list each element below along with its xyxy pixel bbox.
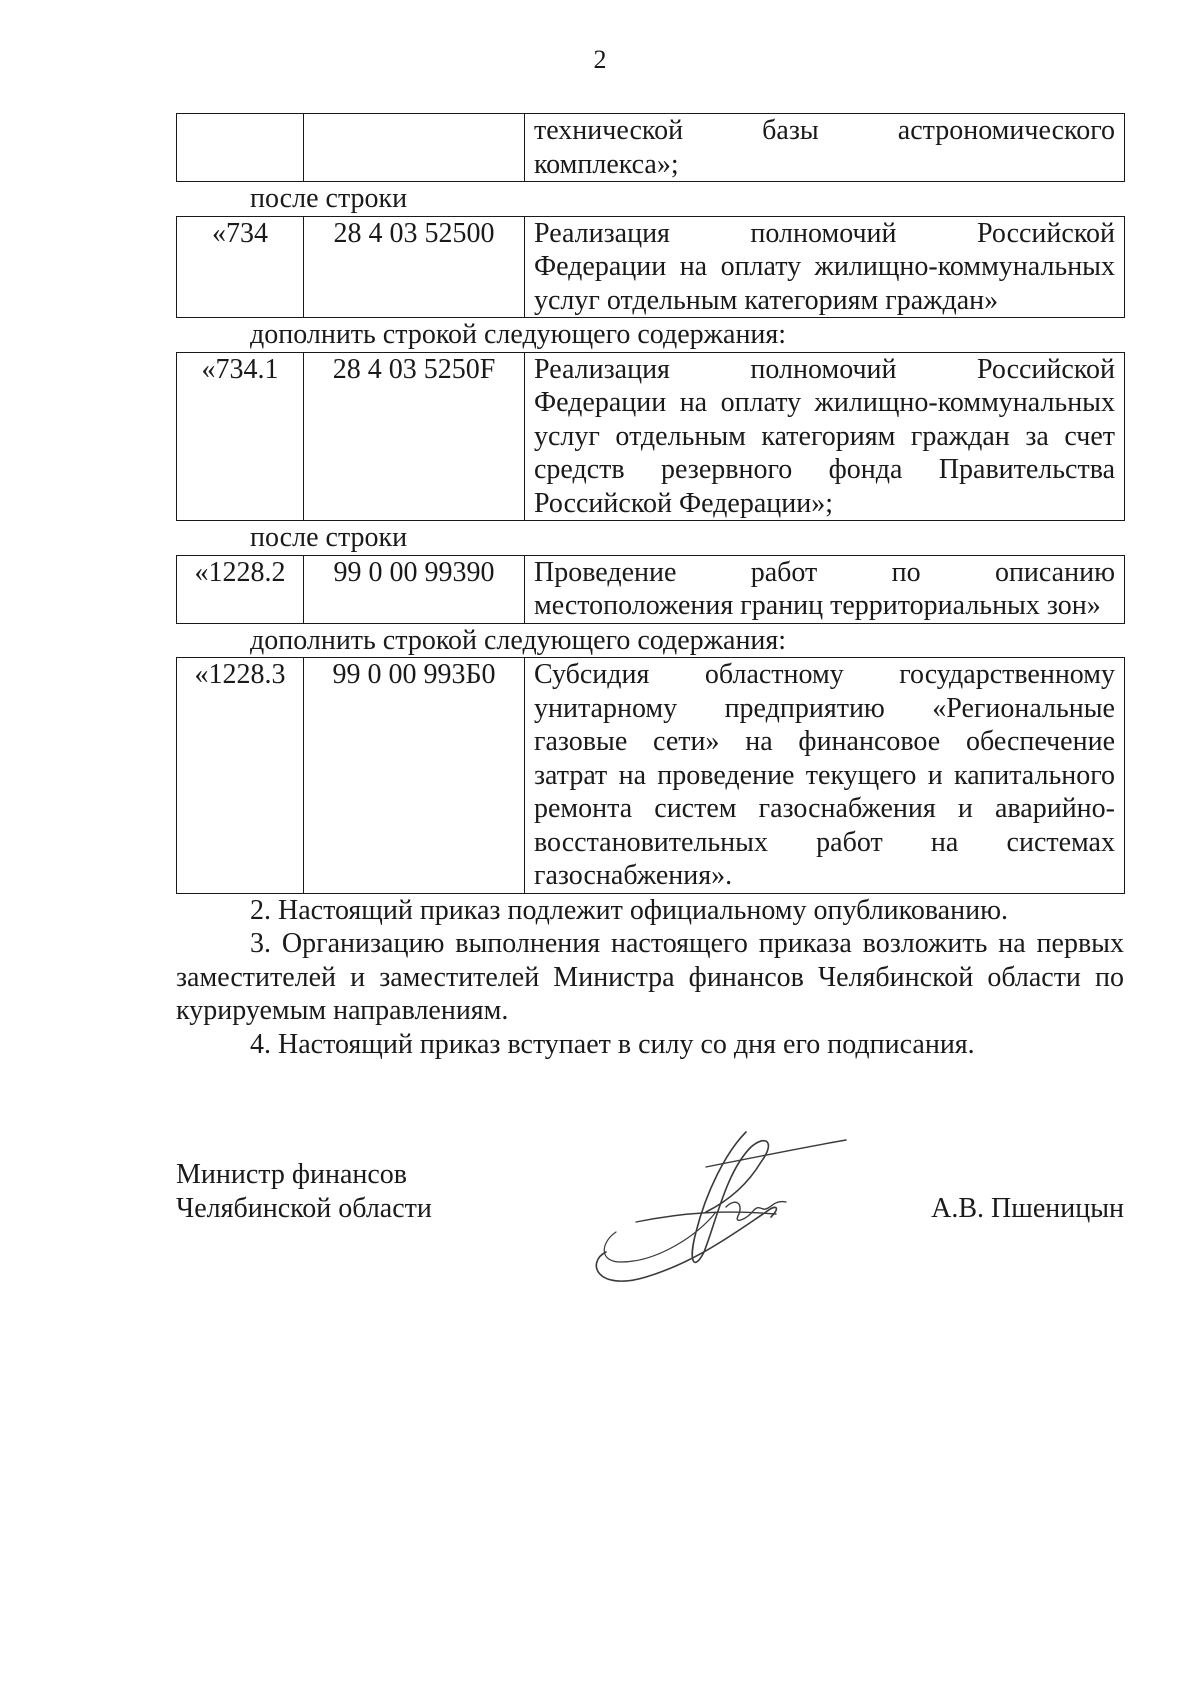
paragraph-line: 3. Организацию выполнения настоящего приказа возложить на первых: [250, 928, 1124, 959]
document-body: [176, 113, 1124, 1061]
budget-code-cell: 28 4 03 52500: [304, 216, 525, 318]
row-number-cell: [177, 114, 304, 182]
signature-block: [176, 1152, 1124, 1282]
description-line: средств резервного фонда Правительства: [534, 454, 1115, 485]
description-cell: [525, 555, 1125, 623]
description-line: комплекса»;: [534, 148, 679, 180]
table-row: [177, 216, 1125, 318]
description-line: восстановительных работ на системах: [534, 826, 1115, 858]
table-row: [177, 352, 1125, 521]
signatory-title: [176, 1158, 432, 1226]
budget-code-cell: 99 0 00 99390: [304, 555, 525, 623]
description-line: услуг отдельным категориям граждан»: [534, 284, 999, 316]
amendment-table: [176, 352, 1125, 522]
description-line: технической базы астрономического: [534, 115, 1115, 146]
table-row: [177, 658, 1125, 894]
description-cell: [525, 216, 1125, 318]
description-cell: [525, 658, 1125, 894]
paragraph-effective-date: [176, 1028, 1124, 1062]
row-number-cell: «1228.3: [177, 658, 304, 894]
paragraph-execution: [176, 927, 1124, 1028]
amendment-table: [176, 657, 1125, 894]
budget-code-cell: 28 4 03 5250F: [304, 352, 525, 521]
signatory-name: А.В. Пшеницын: [931, 1193, 1124, 1224]
instruction-label: дополнить строкой следующего содержания:: [250, 624, 787, 656]
description-line: Российской Федерации»;: [534, 487, 834, 519]
row-number-cell: «1228.2: [177, 555, 304, 623]
signatory-title-line: Челябинской области: [176, 1193, 432, 1224]
instruction-label: после строки: [250, 522, 408, 553]
description-line: газовые сети» на финансовое обеспечение: [534, 726, 1115, 757]
description-cell: [525, 114, 1125, 182]
description-line: Федерации на оплату жилищно-коммунальных: [534, 387, 1115, 418]
description-line: газоснабжения».: [534, 860, 733, 891]
paragraph-line: 2. Настоящий приказ подлежит официальному опубликованию.: [250, 894, 1008, 926]
signatory-title-line: Министр финансов: [176, 1159, 408, 1190]
description-line: ремонта систем газоснабжения и аварийно-: [534, 793, 1115, 824]
amendment-table: [176, 216, 1125, 319]
paragraph-line: 4. Настоящий приказ вступает в силу со дня его подписания.: [250, 1028, 975, 1060]
description-line: Субсидия областному государственному: [534, 659, 1115, 690]
row-number-cell: «734: [177, 216, 304, 318]
description-line: Реализация полномочий Российской: [534, 217, 1115, 249]
description-line: Проведение работ по описанию: [534, 556, 1115, 588]
budget-code-cell: 99 0 00 993Б0: [304, 658, 525, 894]
handwritten-signature: [576, 1112, 876, 1292]
description-line: услуг отдельным категориям граждан за счет: [534, 420, 1115, 452]
paragraph-line: заместителей и заместителей Министра финансов Челябинской области по: [176, 961, 1124, 993]
table-row: [177, 555, 1125, 623]
description-line: Реализация полномочий Российской: [534, 353, 1115, 385]
paragraph-publication: [176, 894, 1124, 928]
page-number: 2: [593, 45, 607, 74]
budget-code-cell: [304, 114, 525, 182]
amendment-table-continued: [176, 113, 1125, 182]
description-line: местоположения границ территориальных зон»: [534, 590, 1101, 621]
description-line: затрат на проведение текущего и капитального: [534, 759, 1115, 791]
instruction-label: после строки: [250, 183, 408, 214]
row-number-cell: «734.1: [177, 352, 304, 521]
description-line: Федерации на оплату жилищно-коммунальных: [534, 251, 1115, 282]
paragraph-line: курируемым направлениям.: [176, 995, 509, 1026]
description-cell: [525, 352, 1125, 521]
instruction-label: дополнить строкой следующего содержания:: [250, 319, 787, 350]
table-row: [177, 114, 1125, 182]
amendment-table: [176, 555, 1125, 624]
description-line: унитарному предприятию «Региональные: [534, 692, 1115, 724]
